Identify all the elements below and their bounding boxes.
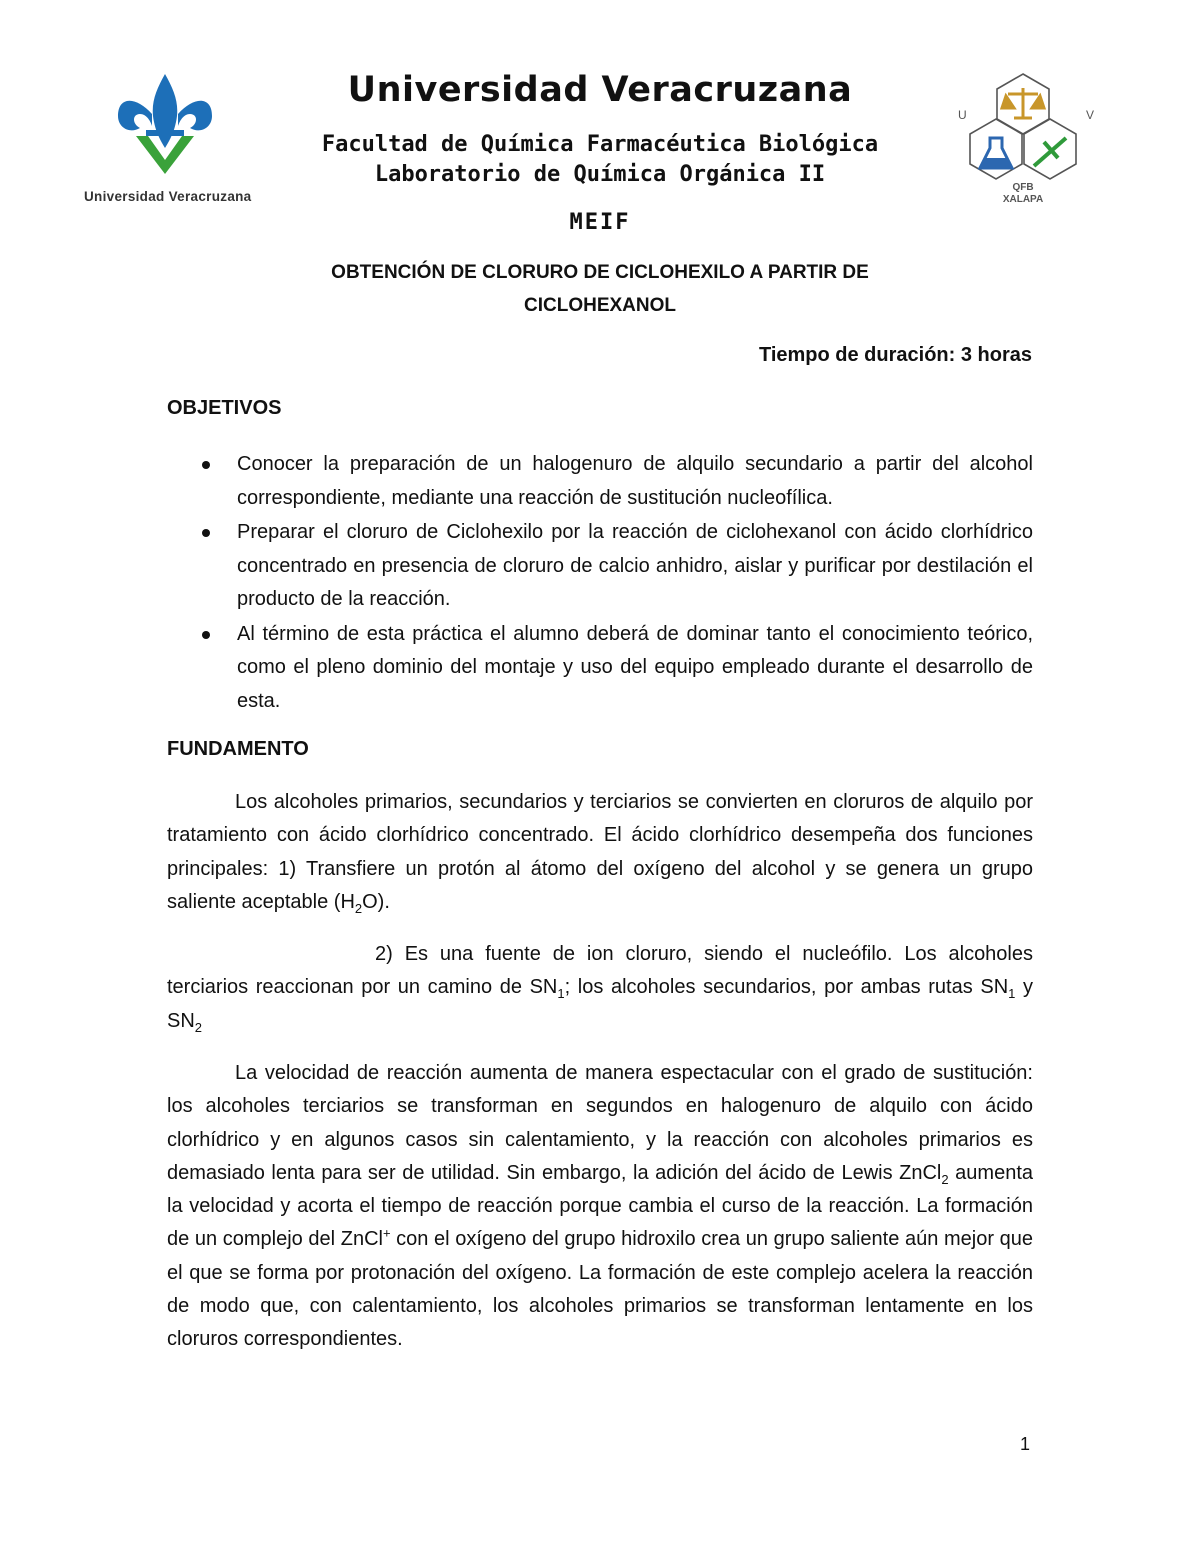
logo-letter-v: V [1086, 108, 1095, 122]
bullet-icon [202, 461, 210, 469]
duration: Tiempo de duración: 3 horas [758, 344, 1032, 366]
logo-caption-xalapa: XALAPA [1002, 194, 1044, 205]
syringe-icon [1034, 138, 1066, 166]
lab-name: Laboratorio de Química Orgánica II [374, 162, 826, 187]
bullet-icon [202, 529, 210, 537]
p3-text-mid: aumenta la velocidad y acorta el tiempo de reacción porque cambia el curso de la reacción. La formación de un complejo del ZnCl [167, 1161, 1034, 1251]
p1-text-end: O). [362, 890, 390, 913]
p2-text: 2) Es una fuente de ion cloruro, siendo el nucleófilo. Los alcoholes terciarios reaccionan por un camino de SN [167, 943, 1033, 999]
scale-icon [1002, 88, 1044, 118]
paragraph-3 [167, 1057, 1033, 1357]
page-number: 1 [1020, 1434, 1031, 1454]
p3-text-end: con el oxígeno del grupo hidroxilo crea un grupo saliente aún mejor que el que se forma por protonación del oxígeno. La formación de este complejo acelera la reacción de modo que, con calentamiento, los alcoholes primarios se transforman lentamente en los cloruros correspondientes. [167, 1228, 1033, 1351]
uv-logo-caption: Universidad Veracruzana [84, 189, 252, 204]
p2-text-mid: ; los alcoholes secundarios, por ambas rutas SN [564, 976, 1009, 999]
list-item [167, 618, 1033, 719]
university-title: Universidad Veracruzana [347, 70, 853, 110]
p3-sup: + [382, 1225, 391, 1241]
p2-text-end: y SN [167, 976, 1033, 1032]
paragraph-1 [167, 786, 1033, 919]
p1-text: Los alcoholes primarios, secundarios y terciarios se convierten en cloruros de alquilo por tratamiento con ácido clorhídrico concentrado. El ácido clorhídrico desempeña dos funciones principales: 1) Transfiere un protón al átomo del oxígeno del alcohol y se genera un grupo saliente aceptable (H [167, 791, 1033, 913]
doc-title-line2: CICLOHEXANOL [524, 295, 676, 316]
bullet-icon [202, 631, 210, 639]
objetivo-text: Al término de esta práctica el alumno deberá de dominar tanto el conocimiento teórico, como el pleno dominio del montaje y uso del equipo empleado durante el desarrollo de esta. [237, 622, 1033, 712]
p2-sub1: 1 [557, 986, 565, 1002]
objetivos-heading: OBJETIVOS [167, 397, 282, 419]
paragraph-2 [167, 938, 1033, 1038]
objetivo-text: Preparar el cloruro de Ciclohexilo por la reacción de ciclohexanol con ácido clorhídrico concentrado en presencia de cloruro de calcio anhidro, aislar y purificar por destilación el producto de la reacción. [237, 521, 1033, 610]
p2-sub2: 1 [1008, 986, 1016, 1002]
list-item [167, 516, 1033, 617]
p2-sub3: 2 [194, 1019, 203, 1035]
logo-caption-qfb: QFB [1012, 182, 1034, 193]
list-item [167, 448, 1033, 515]
program-label: MEIF [569, 210, 631, 235]
p3-sub: 2 [941, 1171, 949, 1187]
fundamento-heading: FUNDAMENTO [167, 738, 309, 760]
p1-sub: 2 [354, 900, 363, 916]
doc-title-line1: OBTENCIÓN DE CLORURO DE CICLOHEXILO A PARTIR DE [331, 262, 869, 283]
p3-text: La velocidad de reacción aumenta de manera espectacular con el grado de sustitución: los alcoholes terciarios se transforman en segundos en halogenuro de alquilo con ácido clorhídrico y en algunos casos sin calentamiento, y la reacción con alcoholes primarios es demasiado lenta para ser de utilidad. Sin embargo, la adición del ácido de Lewis ZnCl [167, 1062, 1033, 1184]
objetivo-text: Conocer la preparación de un halogenuro de alquilo secundario a partir del alcohol correspondiente, mediante una reacción de sustitución nucleofílica. [237, 453, 1033, 509]
objetivos-list [167, 448, 1033, 719]
logo-letter-u: U [958, 108, 967, 122]
faculty-name: Facultad de Química Farmacéutica Biológica [321, 132, 879, 157]
